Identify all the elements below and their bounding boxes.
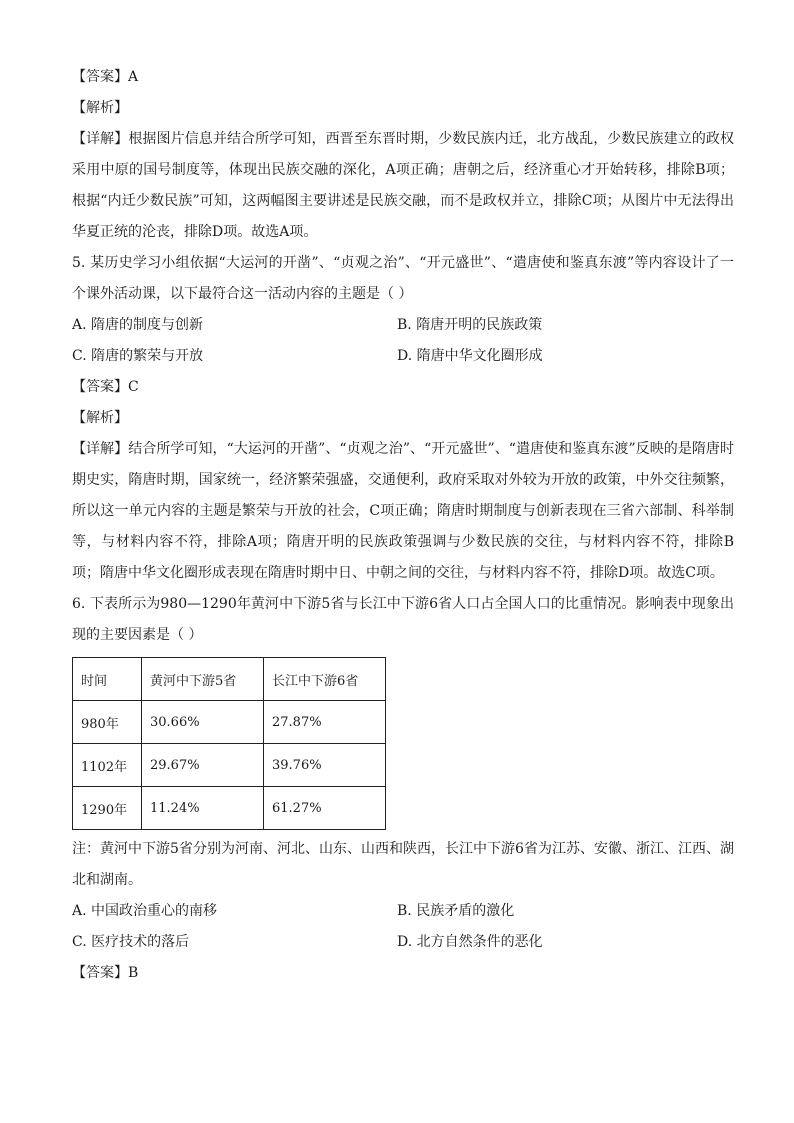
table-header-cell: 黄河中下游5省 <box>142 658 264 701</box>
table-cell: 27.87% <box>264 701 386 744</box>
q5-option-a: A. 隋唐的制度与创新 <box>72 317 204 333</box>
q4-analysis-label: 【解析】 <box>72 100 128 116</box>
q6-options-row-2 <box>72 927 734 958</box>
table-row <box>73 744 386 787</box>
q5-options-row-1 <box>72 310 734 341</box>
table-cell: 61.27% <box>264 787 386 830</box>
q6-option-d: D. 北方自然条件的恶化 <box>397 934 543 950</box>
q6-options-row-1 <box>72 896 734 927</box>
q5-option-c: C. 隋唐的繁荣与开放 <box>72 348 204 364</box>
population-table <box>72 657 386 830</box>
q5-detail: 【详解】结合所学可知，“大运河的开凿”、“贞观之治”、“开元盛世”、“遣唐使和鉴真东渡”反映的是隋唐时期史实，隋唐时期，国家统一，经济繁荣强盛，交通便利，政府采取对外较为开放的政策，中外交往频繁，所以这一单元内容的主题是繁荣与开放的社会，C项正确；隋唐时期制度与创新表现在三省六部制、科举制等，与材料内容不符，排除A项；隋唐开明的民族政策强调与少数民族的交往，与材料内容不符，排除B项；隋唐中华文化圈形成表现在隋唐时期中日、中朝之间的交往，与材料内容不符，排除D项。故选C项。 <box>72 441 734 581</box>
table-header-cell: 时间 <box>73 658 142 701</box>
q5-option-b: B. 隋唐开明的民族政策 <box>397 317 543 333</box>
q5-option-d: D. 隋唐中华文化圈形成 <box>397 348 543 364</box>
q4-answer: 【答案】A <box>72 69 139 85</box>
table-cell: 30.66% <box>142 701 264 744</box>
table-row <box>73 701 386 744</box>
table-row <box>73 787 386 830</box>
table-header-row <box>73 658 386 701</box>
table-cell: 1290年 <box>73 787 142 830</box>
q6-option-b: B. 民族矛盾的激化 <box>397 903 515 919</box>
table-cell: 1102年 <box>73 744 142 787</box>
q5-analysis-label: 【解析】 <box>72 410 128 426</box>
table-header-cell: 长江中下游6省 <box>264 658 386 701</box>
document-page <box>72 62 734 989</box>
q6-option-c: C. 医疗技术的落后 <box>72 934 190 950</box>
table-cell: 980年 <box>73 701 142 744</box>
q5-stem: 5. 某历史学习小组依据“大运河的开凿”、“贞观之治”、“开元盛世”、“遣唐使和鉴真东渡”等内容设计了一个课外活动课，以下最符合这一活动内容的主题是（ ） <box>72 255 734 302</box>
table-cell: 29.67% <box>142 744 264 787</box>
q6-option-a: A. 中国政治重心的南移 <box>72 903 218 919</box>
q6-answer: 【答案】B <box>72 965 139 981</box>
q5-answer: 【答案】C <box>72 379 139 395</box>
table-cell: 11.24% <box>142 787 264 830</box>
q4-detail: 【详解】根据图片信息并结合所学可知，西晋至东晋时期，少数民族内迁，北方战乱，少数民族建立的政权采用中原的国号制度等，体现出民族交融的深化，A项正确；唐朝之后，经济重心才开始转移，排除B项；根据“内迁少数民族”可知，这两幅图主要讲述是民族交融，而不是政权并立，排除C项；从图片中无法得出华夏正统的沦丧，排除D项。故选A项。 <box>72 131 734 240</box>
q6-stem: 6. 下表所示为980—1290年黄河中下游5省与长江中下游6省人口占全国人口的比重情况。影响表中现象出现的主要因素是（ ） <box>72 596 734 643</box>
table-cell: 39.76% <box>264 744 386 787</box>
q5-options-row-2 <box>72 341 734 372</box>
q6-note: 注：黄河中下游5省分别为河南、河北、山东、山西和陕西，长江中下游6省为江苏、安徽、浙江、江西、湖北和湖南。 <box>72 841 734 888</box>
